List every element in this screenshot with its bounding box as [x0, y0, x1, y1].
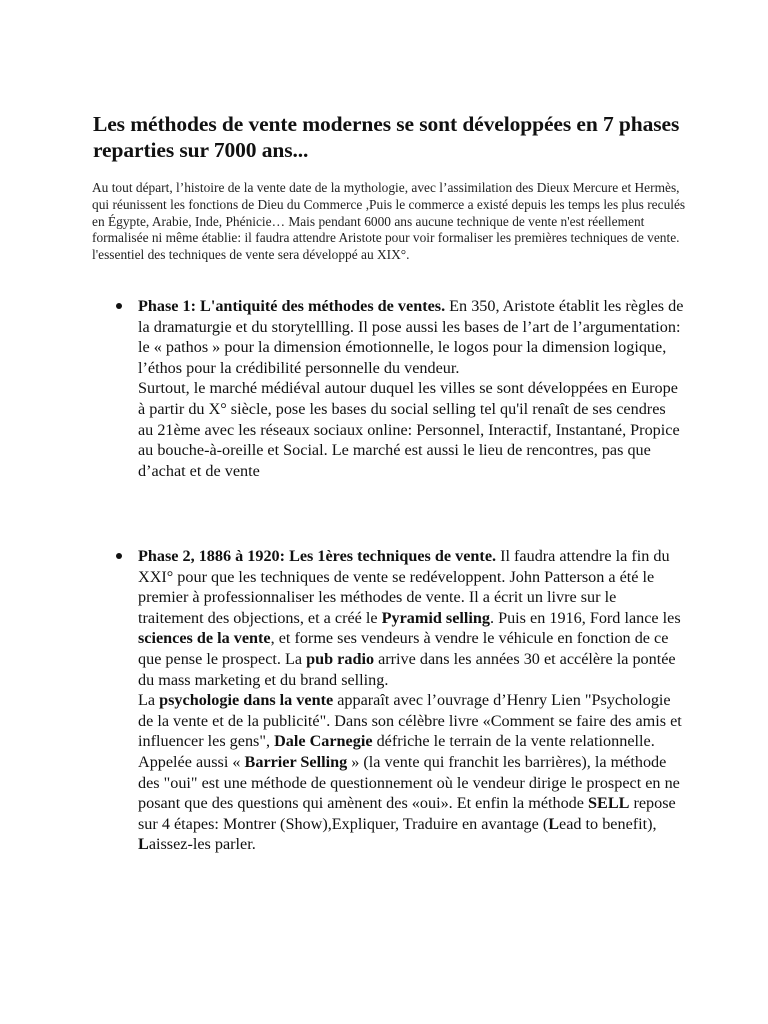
phase-2-text-run: Il faudra attendre la fin du XXI° pour que les techniques de vente se redéveloppent. John Patterson a été le premier à professionnaliser les méthodes de vente. Il a écrit un livre sur le traitement des objections, et a créé le [138, 547, 670, 627]
phase-2-bold-term: Barrier Selling [244, 752, 348, 771]
phase-2-text-run: . Puis en 1916, Ford lance les [489, 608, 681, 627]
phase-2-text-run: arrive dans les années 30 et accélère la pontée du mass marketing et du brand selling. [138, 649, 676, 689]
phase-2-bold-letter: L [138, 835, 149, 854]
phase-2-text-run: La [138, 691, 160, 710]
intro-paragraph: Au tout départ, l’histoire de la vente date de la mythologie, avec l’assimilation des Dieux Mercure et Hermès, qui réunissent les fonctions de Dieu du Commerce ,Puis le commerce a existé depuis les temps les plus reculés en Égypte, Arabie, Inde, Phénicie… Mais pendant 6000 ans aucune technique de vente n'est réellement formalisée ni même établie: il faudra attendre Aristote pour voir formaliser les premières techniques de vente. l'essentiel des techniques de vente sera développé au XIX°. [92, 180, 686, 263]
phase-2-bold-term: sciences de la vente [138, 629, 271, 648]
phase-1-body: En 350, Aristote établit les règles de la dramaturgie et du storytellling. Il pose aussi les bases de l’art de l’argumentation: le « pathos » pour la dimension émotionnelle, le logos pour la dimension logique, l’éthos pour la crédibilité personnelle du vendeur. [138, 297, 684, 377]
phase-2-text-run: apparaît avec l’ouvrage d’Henry Lien "Psychologie de la vente et de la publicité". Dans son célèbre livre «Comment se faire des amis et influencer les gens", [138, 691, 682, 751]
phase-2-bold-term: psychologie dans la vente [159, 691, 334, 710]
phase-2-paragraph-2 [138, 690, 684, 855]
phase-2-bold-letter: L [548, 814, 560, 833]
phase-2-text-run: aissez-les parler. [148, 835, 256, 854]
phase-1-paragraph-2: Surtout, le marché médiéval autour duquel les villes se sont développées en Europe à partir du X° siècle, pose les bases du social selling tel qu'il renaît de ses cendres au 21ème avec les réseaux sociaux online: Personnel, Interactif, Instantané, Propice au bouche-à-oreille et Social. Le marché est aussi le lieu de rencontres, pas que d’achat et de vente [138, 379, 680, 480]
phase-2-text [138, 546, 684, 855]
phase-2-paragraph [138, 546, 684, 690]
phase-2-bold-term: SELL [588, 794, 630, 813]
bullet-icon [116, 303, 122, 309]
phase-2-text-run: , et forme ses vendeurs à vendre le véhicule en fonction de ce que pense le prospect. La [138, 629, 669, 668]
phase-2-bold-term: pub radio [306, 649, 375, 668]
phase-2-text-run: » (la vente qui franchit les barrières), la méthode des "oui" est une méthode de questionnement où le vendeur dirige le prospect en ne posant que des questions qui amènent des «oui». Et enfin la méthode [138, 752, 680, 813]
phase-1-text [138, 296, 684, 481]
phase-2-bold-term: Dale Carnegie [274, 732, 373, 751]
bullet-icon [116, 553, 122, 559]
phase-1-heading: Phase 1: L'antiquité des méthodes de ventes. [138, 297, 446, 315]
phase-2-text-run: repose sur 4 étapes: Montrer (Show),Expliquer, Traduire en avantage ( [138, 794, 676, 833]
phase-2-text-run: défriche le terrain de la vente relationnelle. Appelée aussi « [138, 732, 655, 771]
phase-2-bold-term: Pyramid selling [381, 608, 490, 627]
phase-1-paragraph [138, 296, 684, 378]
document-title: Les méthodes de vente modernes se sont développées en 7 phases reparties sur 7000 ans... [93, 112, 680, 162]
phase-2-text-run: ead to benefit), [559, 814, 657, 833]
phase-2-heading: Phase 2, 1886 à 1920: Les 1ères techniques de vente. [138, 547, 497, 565]
